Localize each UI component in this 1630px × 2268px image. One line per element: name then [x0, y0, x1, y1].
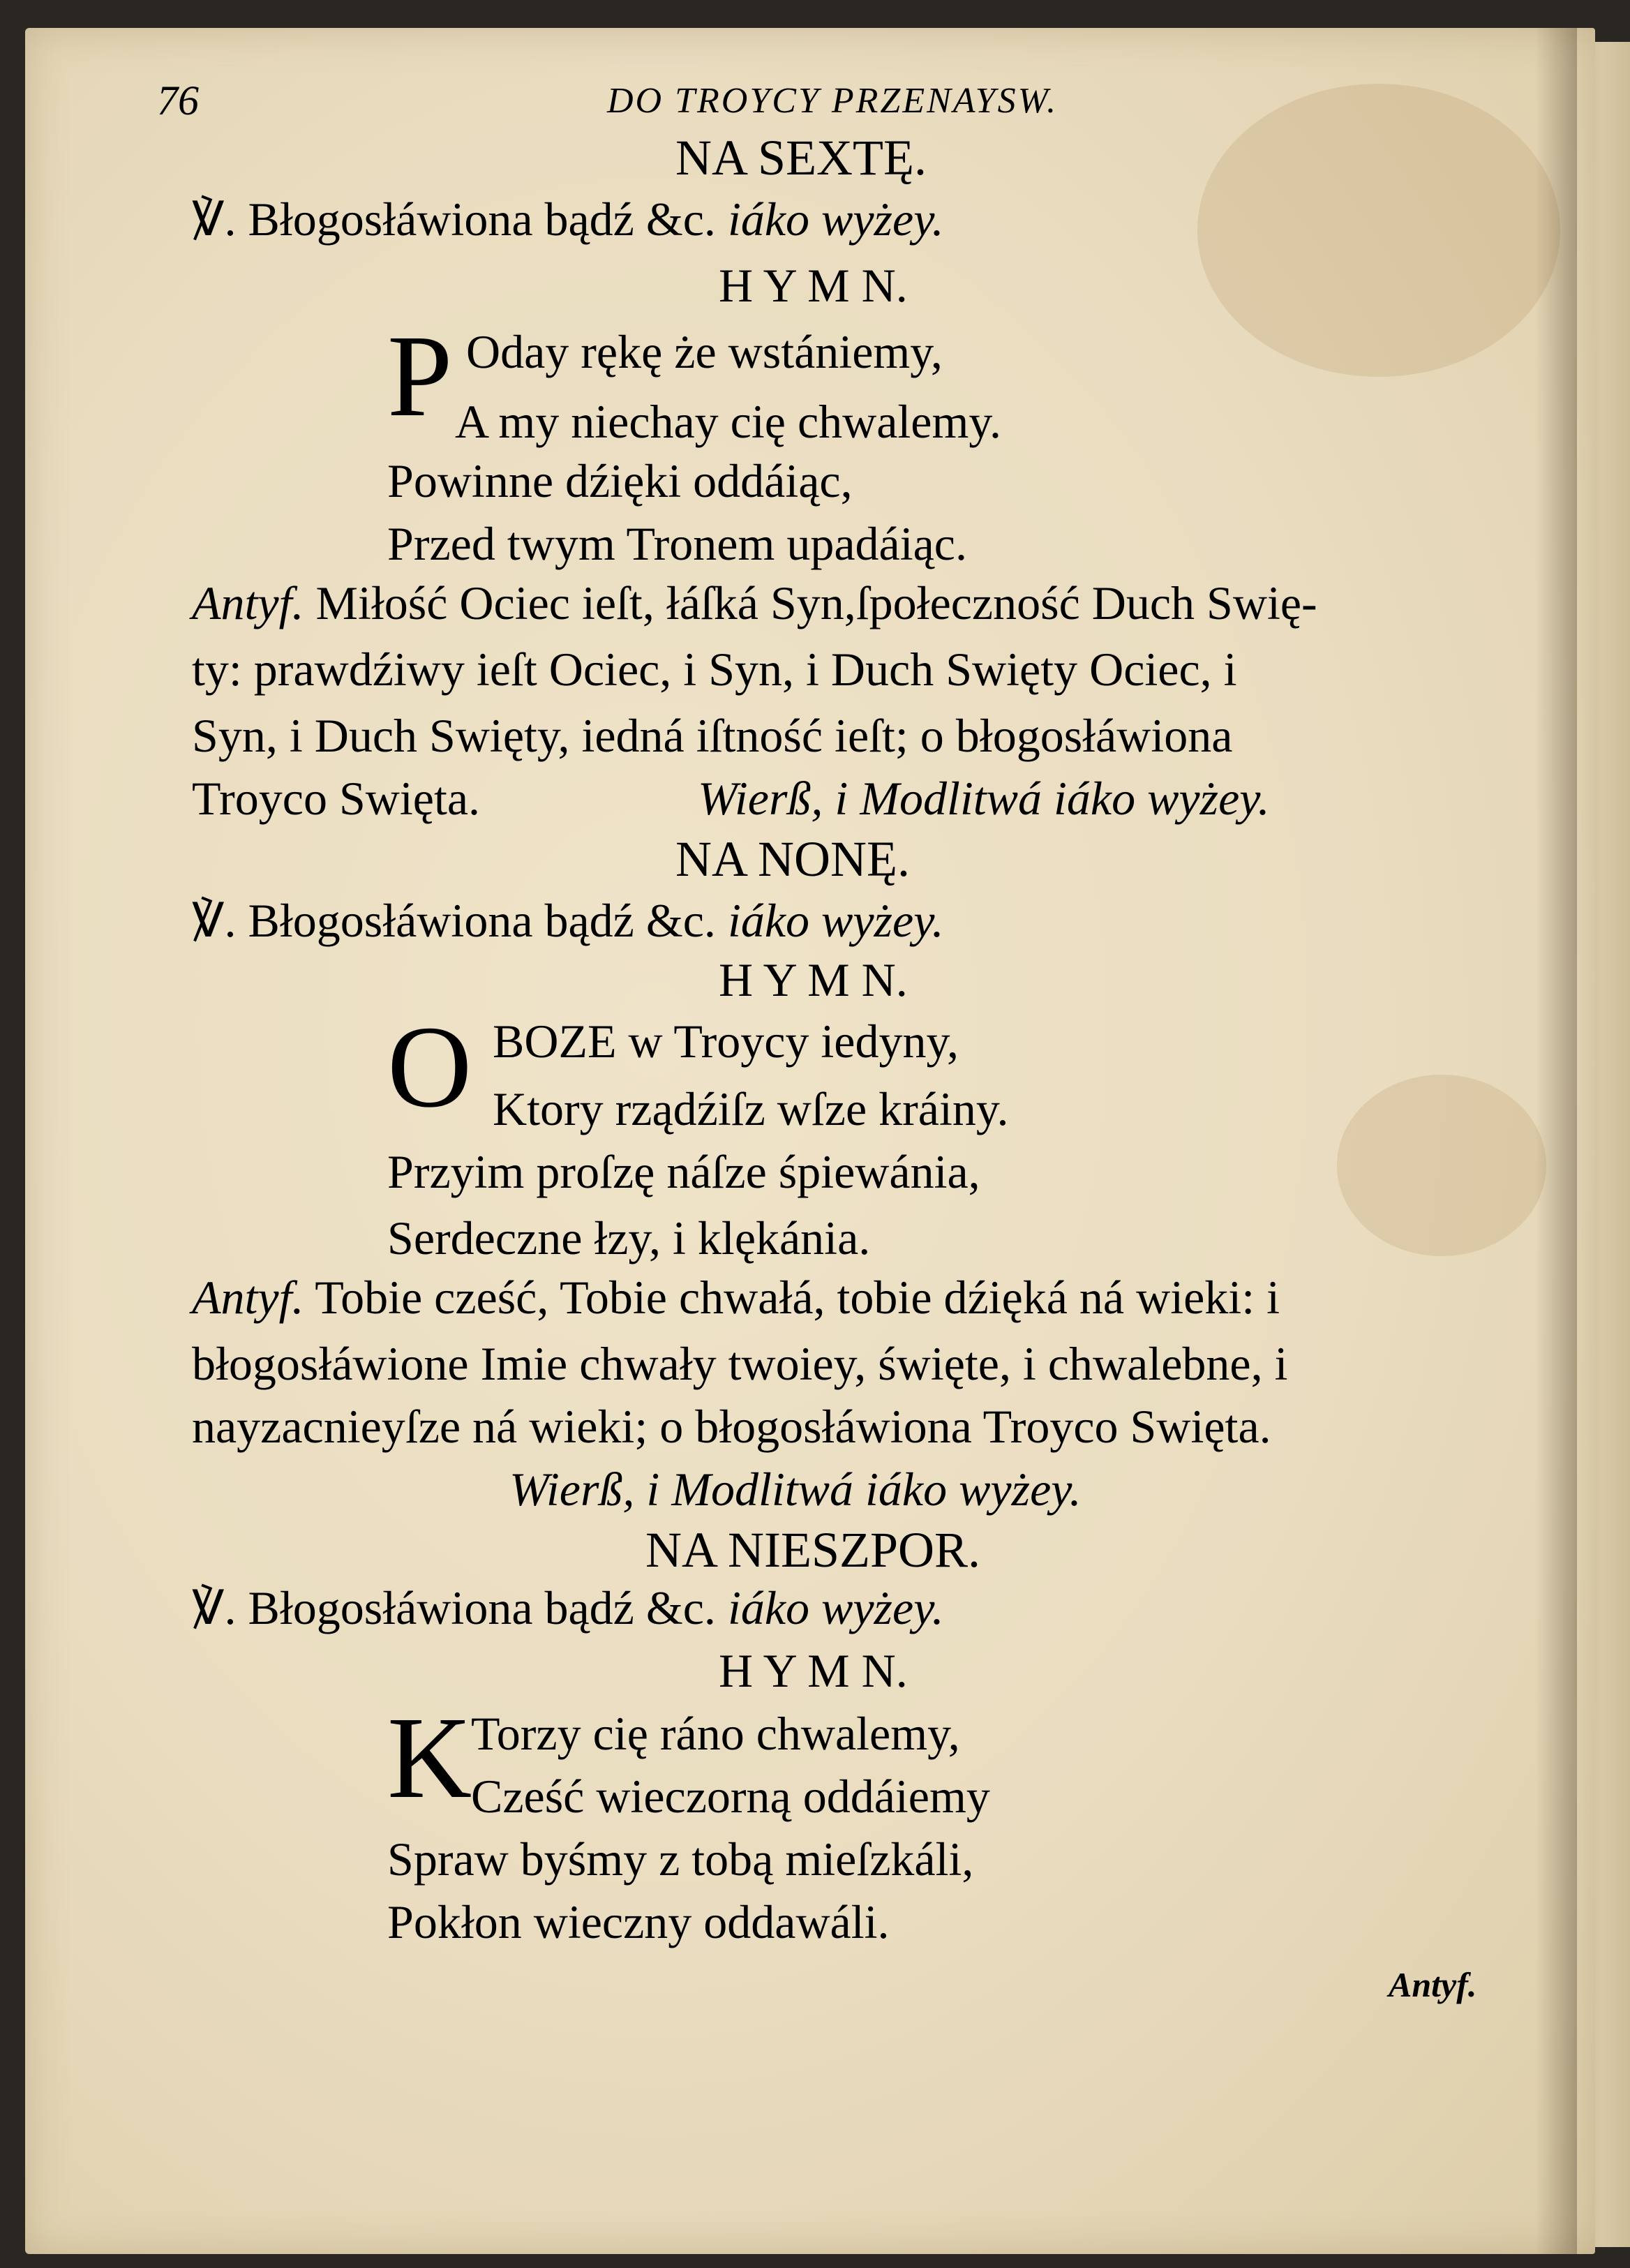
versicle-line — [192, 894, 944, 947]
antiphon-text: Tobie cześć, Tobie chwałá, tobie dźięká ná wieki: i — [315, 1271, 1280, 1324]
hymn-heading: H Y M N. — [719, 1644, 908, 1697]
hymn-heading: H Y M N. — [719, 259, 908, 312]
section-title: NA NIESZPOR. — [645, 1522, 981, 1578]
closing-rubric: Wierß, i Modlitwá iáko wyżey. — [698, 772, 1270, 825]
hymn-line: Przyim proſzę náſze śpiewánia, — [387, 1145, 980, 1198]
hymn-line: BOZE w Troycy iedyny, — [493, 1015, 959, 1068]
catchword: Antyf. — [1389, 1965, 1477, 2004]
versicle-line — [192, 1581, 944, 1634]
versicle-text: Błogosłáwiona bądź &c. — [248, 894, 716, 947]
versicle-mark: ℣. — [192, 894, 237, 947]
spine-shadow — [1535, 28, 1577, 2254]
hymn-line: Powinne dźięki oddáiąc, — [387, 454, 853, 507]
hymn-line: Pokłon wieczny oddawáli. — [387, 1895, 890, 1948]
paper-stain — [1337, 1075, 1546, 1256]
page-number: 76 — [157, 77, 199, 124]
antiphon-text: Miłość Ociec ieſt, łáſká Syn,ſpołeczność Duch Swię- — [315, 576, 1317, 629]
versicle-text: Błogosłáwiona bądź &c. — [248, 1581, 716, 1634]
antiphon-line — [192, 1271, 1280, 1324]
drop-cap: O — [387, 1002, 472, 1132]
versicle-line — [192, 193, 944, 246]
versicle-mark: ℣. — [192, 1581, 237, 1634]
versicle-mark: ℣. — [192, 193, 237, 246]
hymn-line: Przed twym Tronem upadáiąc. — [387, 517, 967, 570]
antiphon-line: ty: prawdźiwy ieſt Ociec, i Syn, i Duch Swięty Ociec, i — [192, 643, 1237, 696]
hymn-heading: H Y M N. — [719, 953, 908, 1006]
section-title: NA SEXTĘ. — [675, 130, 927, 186]
paper-stain — [1197, 84, 1560, 377]
versicle-ref: iáko wyżey. — [727, 1581, 944, 1634]
hymn-line: A my niechay cię chwalemy. — [455, 395, 1001, 448]
versicle-text: Błogosłáwiona bądź &c. — [248, 193, 716, 246]
antiphon-label: Antyf. — [192, 576, 304, 629]
drop-cap: P — [387, 311, 453, 441]
running-head: DO TROYCY PRZENAYSW. — [607, 81, 1059, 121]
section-title: NA NONĘ. — [675, 831, 910, 887]
versicle-ref: iáko wyżey. — [727, 193, 944, 246]
hymn-line: Spraw byśmy z tobą mieſzkáli, — [387, 1833, 974, 1886]
hymn-line: Oday rękę że wstániemy, — [466, 325, 943, 378]
antiphon-line: nayzacnieyſze ná wieki; o błogosłáwiona Troyco Swięta. — [192, 1400, 1271, 1453]
hymn-line: Cześć wieczorną oddáiemy — [471, 1770, 990, 1823]
hymn-line: Serdeczne łzy, i klękánia. — [387, 1211, 871, 1264]
versicle-ref: iáko wyżey. — [727, 894, 944, 947]
closing-rubric: Wierß, i Modlitwá iáko wyżey. — [509, 1463, 1082, 1516]
hymn-line: Torzy cię ráno chwalemy, — [471, 1707, 960, 1760]
antiphon-line — [192, 576, 1317, 629]
antiphon-label: Antyf. — [192, 1271, 304, 1324]
antiphon-line: Troyco Swięta. — [192, 772, 481, 825]
drop-cap: K — [387, 1693, 472, 1823]
antiphon-line: Syn, i Duch Swięty, iedná iſtność ieſt; o błogosłáwiona — [192, 709, 1233, 762]
antiphon-line: błogosłáwione Imie chwały twoiey, święte, i chwalebne, i — [192, 1337, 1288, 1390]
hymn-line: Ktory rządźiſz wſze kráiny. — [493, 1082, 1009, 1135]
